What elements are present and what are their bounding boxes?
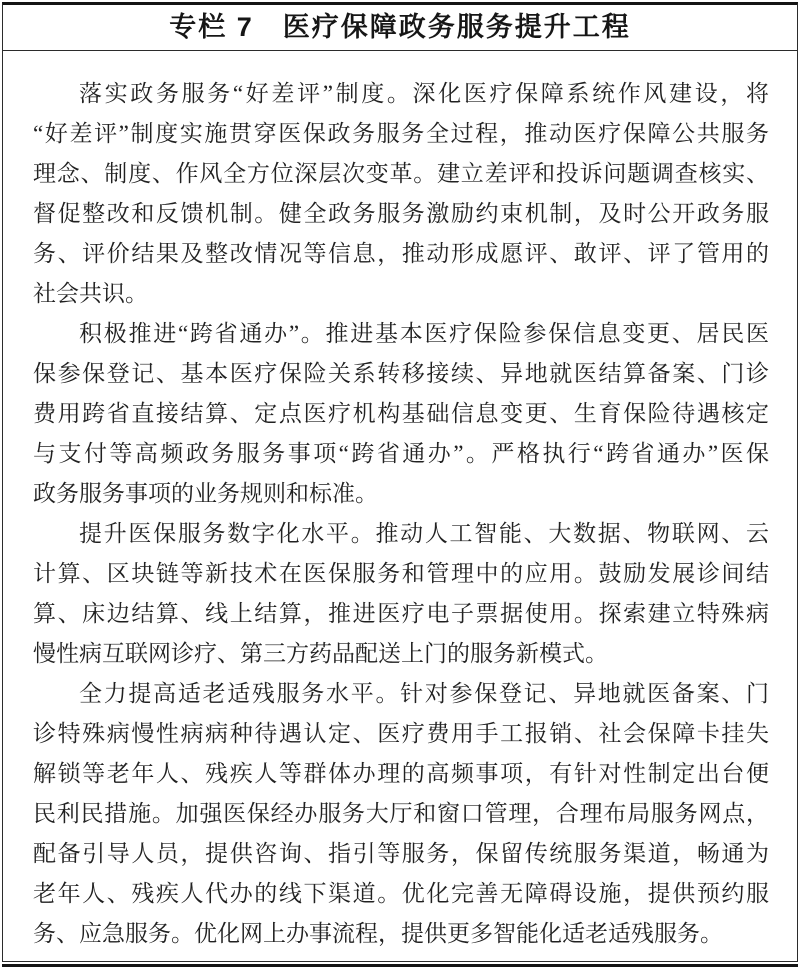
- text-line: 慢性病互联网诊疗、第三方药品配送上门的服务新模式。: [33, 641, 608, 666]
- text-line: 配备引导人员，提供咨询、指引等服务，保留传统服务渠道，畅通为: [33, 841, 769, 866]
- text-line: 民利民措施。加强医保经办服务大厅和窗口管理，合理布局服务网点，: [33, 801, 769, 826]
- bottom-rule: [2, 964, 798, 967]
- text-line: 督促整改和反馈机制。健全政务服务激励约束机制，及时公开政务服: [33, 201, 769, 226]
- box-body: [3, 51, 797, 961]
- text-line: 积极推进“跨省通办”。推进基本医疗保险参保信息变更、居民医: [79, 321, 769, 346]
- paragraph: [33, 514, 769, 674]
- text-line: 全力提高适老适残服务水平。针对参保登记、异地就医备案、门: [79, 681, 769, 706]
- text-line: 务、评价结果及整改情况等信息，推动形成愿评、敢评、评了管用的: [33, 241, 769, 266]
- paragraph: [33, 314, 769, 514]
- text-line: 政务服务事项的业务规则和标准。: [33, 481, 378, 506]
- text-line: 诊特殊病慢性病病种待遇认定、医疗费用手工报销、社会保障卡挂失: [33, 721, 769, 746]
- text-line: 落实政务服务“好差评”制度。深化医疗保障系统作风建设，将: [79, 81, 769, 106]
- text-line: “好差评”制度实施贯穿医保政务服务全过程，推动医疗保障公共服务: [33, 121, 769, 146]
- text-line: 社会共识。: [33, 281, 148, 306]
- box-title: 专栏 7 医疗保障政务服务提升工程: [3, 5, 797, 51]
- text-line: 务、应急服务。优化网上办事流程，提供更多智能化适老适残服务。: [33, 921, 723, 946]
- column-box: [2, 2, 798, 962]
- paragraph: [33, 74, 769, 314]
- paragraph: [33, 674, 769, 954]
- text-line: 费用跨省直接结算、定点医疗机构基础信息变更、生育保险待遇核定: [33, 401, 769, 426]
- text-line: 保参保登记、基本医疗保险关系转移接续、异地就医结算备案、门诊: [33, 361, 769, 386]
- text-line: 理念、制度、作风全方位深层次变革。建立差评和投诉问题调查核实、: [33, 161, 769, 186]
- text-line: 解锁等老年人、残疾人等群体办理的高频事项，有针对性制定出台便: [33, 761, 769, 786]
- text-line: 与支付等高频政务服务事项“跨省通办”。严格执行“跨省通办”医保: [33, 441, 769, 466]
- text-line: 计算、区块链等新技术在医保服务和管理中的应用。鼓励发展诊间结: [33, 561, 769, 586]
- text-line: 提升医保服务数字化水平。推动人工智能、大数据、物联网、云: [79, 521, 769, 546]
- text-line: 老年人、残疾人代办的线下渠道。优化完善无障碍设施，提供预约服: [33, 881, 769, 906]
- text-line: 算、床边结算、线上结算，推进医疗电子票据使用。探索建立特殊病: [33, 601, 769, 626]
